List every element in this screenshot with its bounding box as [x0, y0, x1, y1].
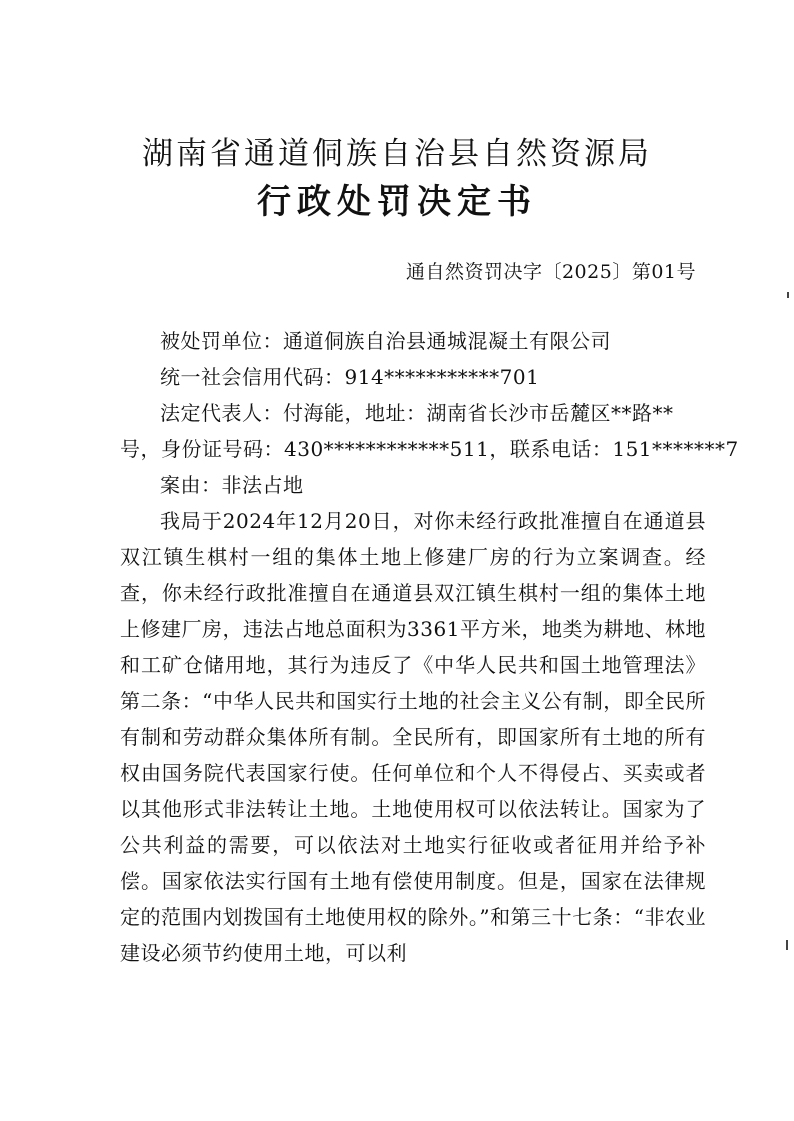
document-body [120, 323, 739, 971]
credit-code-line: 统一社会信用代码：914***********701 [160, 365, 540, 389]
penalized-party-line: 被处罚单位：通道侗族自治县通城混凝土有限公司 [160, 329, 611, 353]
issuing-authority-title: 湖南省通道侗族自治县自然资源局 [142, 136, 652, 172]
scan-mark [786, 940, 788, 950]
scan-mark [787, 292, 789, 298]
facts-paragraph: 我局于2024年12月20日，对你未经行政批准擅自在通道县双江镇生棋村一组的集体土地上修建厂房的行为立案调查。经查，你未经行政批准擅自在通道县双江镇生棋村一组的集体土地上修建厂房，违法占地总面积为3361平方米，地类为耕地、林地和工矿仓储用地，其行为违反了《中华人民共和国土地管理法》第二条：“中华人民共和国实行土地的社会主义公有制，即全民所有制和劳动群众集体所有制。全民所有，即国家所有土地的所有权由国务院代表国家行使。任何单位和个人不得侵占、买卖或者以其他形式非法转让土地。土地使用权可以依法转让。国家为了公共利益的需要，可以依法对土地实行征收或者征用并给予补偿。国家依法实行国有土地有偿使用制度。但是，国家在法律规定的范围内划拨国有土地使用权的除外。”和第三十七条：“非农业建设必须节约使用土地，可以利 [120, 509, 706, 965]
legal-rep-line: 法定代表人：付海能，地址：湖南省长沙市岳麓区**路** [160, 401, 674, 425]
document-number: 通自然资罚决字〔2025〕第01号 [405, 261, 696, 283]
document-title: 行政处罚决定书 [257, 182, 537, 222]
legal-rep-line-continued: 号，身份证号码：430************511，联系电话：151*******7 [120, 437, 739, 461]
case-cause-line: 案由：非法占地 [160, 473, 304, 497]
